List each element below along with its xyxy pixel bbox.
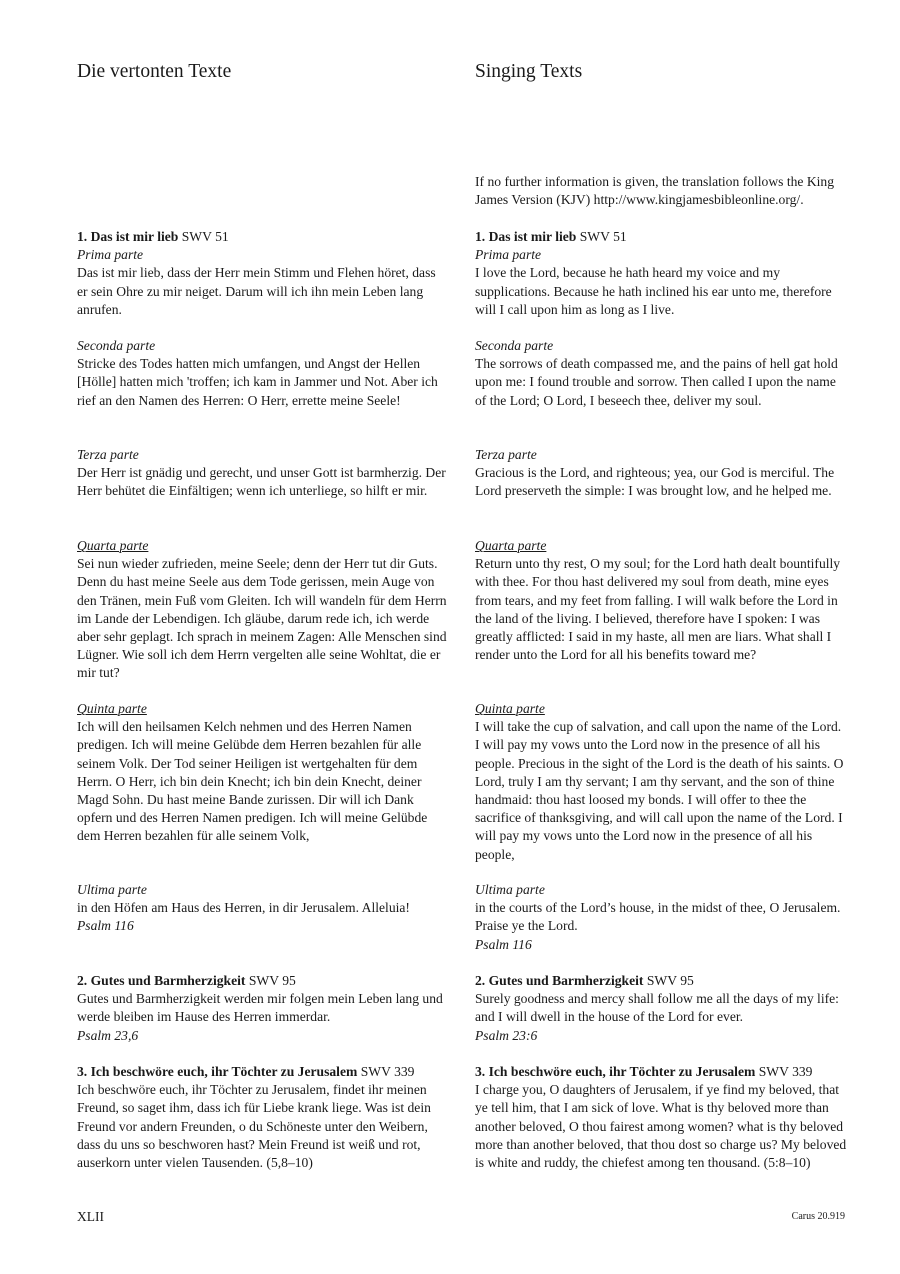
section-title	[77, 228, 449, 246]
swv-number: SWV 51	[181, 229, 229, 244]
part-text-seconda: The sorrows of death compassed me, and the pains of hell gat hold upon me: I found trouble and sorrow. Then called I upon the name of the Lord; O Lord, I beseech thee, deliver my soul.	[475, 356, 838, 408]
scripture-reference: Psalm 23:6	[475, 1027, 538, 1043]
part-text-prima: Das ist mir lieb, dass der Herr mein Stimm und Flehen höret, dass er sein Ohre zu mir neiget. Darum will ich ihn mein Leben lang anrufen.	[77, 265, 436, 317]
section-name: Das ist mir lieb	[488, 229, 577, 244]
section-title	[77, 1063, 449, 1081]
part-text-ultima: in the courts of the Lord’s house, in the midst of thee, O Jerusalem. Praise ye the Lord.	[475, 900, 841, 934]
scripture-reference: Psalm 116	[475, 936, 532, 952]
section-name: Ich beschwöre euch, ihr Töchter zu Jerusalem	[90, 1064, 358, 1079]
part-text-quarta: Sei nun wieder zufrieden, meine Seele; denn der Herr tut dir Guts. Denn du hast meine Seele aus dem Tode gerissen, mein Auge von den Tränen, mein Fuß vom Gleiten. Ich will wandeln für dem Herrn im Lande der Lebendigen. Ich gläube, darum rede ich, ich werde aber sehr geplagt. Ich sprach in meinem Zagen: Alle Menschen sind Lügner. Wie soll ich dem Herrn vergelten alle seine Wohltat, die er mir tut?	[77, 556, 447, 681]
part-text-terza: Der Herr ist gnädig und gerecht, und unser Gott ist barmherzig. Der Herr behütet die Einfältigen; wenn ich unterliege, so hilft er mir.	[77, 465, 446, 499]
page-number: XLII	[77, 1209, 104, 1224]
section-text: Ich beschwöre euch, ihr Töchter zu Jerusalem, findet ihr meinen Freund, so saget ihm, dass ich für Liebe krank liege. Was ist dein Freund vor andern Freunden, o du Schöneste unter den Weibern, dass du uns so beschworen hast? Mein Freund ist weiß und rot, auserkorn unter vielen Tausenden. (5,8–10)	[77, 1082, 431, 1171]
part-label-terza: Terza parte	[475, 447, 537, 462]
right-section-2	[475, 972, 847, 1045]
part-label-seconda: Seconda parte	[77, 338, 156, 353]
translation-note: If no further information is given, the translation follows the King James Version (KJV) http://www.kingjamesbibleonline.org/.	[475, 174, 835, 208]
part-text-ultima: in den Höfen am Haus des Herren, in dir Jerusalem. Alleluia!	[77, 900, 410, 916]
section-name: Das ist mir lieb	[90, 229, 179, 244]
part-text-quinta: I will take the cup of salvation, and call upon the name of the Lord. I will pay my vows unto the Lord now in the presence of all his people. Precious in the sight of the Lord is the death of his saints. O Lord, truly I am thy servant; I am thy servant, and the son of thine handmaid: thou hast loosed my bonds. I will offer to thee the sacrifice of thanksgiving, and will call upon the name of the Lord. I will pay my vows unto the Lord now in the presence of all his people,	[475, 719, 844, 862]
section-text: Gutes und Barmherzigkeit werden mir folgen mein Leben lang und werde bleiben im Hause des Herren immerdar.	[77, 991, 443, 1025]
section-title	[475, 228, 847, 246]
section-title	[475, 972, 847, 990]
left-quinta	[77, 700, 449, 846]
right-seconda	[475, 337, 847, 410]
swv-number: SWV 95	[646, 973, 694, 988]
part-label-terza: Terza parte	[77, 447, 139, 462]
section-number: 2.	[475, 973, 486, 988]
part-label-quinta: Quinta parte	[475, 701, 545, 716]
section-number: 2.	[77, 973, 88, 988]
part-text-seconda: Stricke des Todes hatten mich umfangen, und Angst der Hellen [Hölle] hatten mich 'troffen; ich kam in Jammer und Not. Aber ich rief an den Namen des Herren: O Herr, errette meine Seele!	[77, 356, 438, 408]
left-section-1	[77, 228, 449, 319]
left-seconda	[77, 337, 449, 410]
section-number: 1.	[77, 229, 88, 244]
part-label-prima: Prima parte	[475, 247, 542, 263]
part-label-prima: Prima parte	[77, 247, 144, 263]
right-section-3	[475, 1063, 847, 1172]
section-name: Ich beschwöre euch, ihr Töchter zu Jerusalem	[488, 1064, 756, 1079]
left-quarta	[77, 537, 449, 683]
right-quinta	[475, 700, 847, 864]
right-ultima	[475, 881, 847, 954]
section-text: Surely goodness and mercy shall follow me all the days of my life: and I will dwell in the house of the Lord for ever.	[475, 991, 839, 1025]
part-label-seconda: Seconda parte	[475, 338, 554, 353]
part-label-quinta: Quinta parte	[77, 701, 147, 716]
right-terza	[475, 446, 847, 501]
section-number: 1.	[475, 229, 486, 244]
right-section-1	[475, 228, 847, 319]
section-number: 3.	[475, 1064, 486, 1079]
scripture-reference: Psalm 23,6	[77, 1027, 139, 1043]
left-page-title: Die vertonten Texte	[77, 61, 232, 82]
swv-number: SWV 339	[360, 1064, 415, 1079]
section-title	[475, 1063, 847, 1081]
right-quarta	[475, 537, 847, 664]
part-text-quarta: Return unto thy rest, O my soul; for the Lord hath dealt bountifully with thee. For thou hast delivered my soul from death, mine eyes from tears, and my feet from falling. I will walk before the Lord in the land of the living. I believed, therefore have I spoken: I was greatly afflicted: I said in my haste, all men are liars. What shall I render unto the Lord for all his benefits toward me?	[475, 556, 841, 663]
swv-number: SWV 339	[758, 1064, 813, 1079]
left-section-3	[77, 1063, 449, 1172]
scripture-reference: Psalm 116	[77, 918, 134, 934]
swv-number: SWV 95	[248, 973, 296, 988]
part-label-ultima: Ultima parte	[77, 882, 147, 897]
left-terza	[77, 446, 449, 501]
part-text-prima: I love the Lord, because he hath heard my voice and my supplications. Because he hath inclined his ear unto me, therefore will I call upon him as long as I live.	[475, 265, 832, 317]
section-name: Gutes und Barmherzigkeit	[488, 973, 644, 988]
section-text: I charge you, O daughters of Jerusalem, if ye find my beloved, that ye tell him, that I am sick of love. What is thy beloved more than another beloved, O thou fairest among women? what is thy beloved more than another beloved, that thou dost so charge us? My beloved is white and ruddy, the chiefest among ten thousand. (5:8–10)	[475, 1082, 847, 1171]
part-label-quarta: Quarta parte	[77, 538, 149, 553]
part-label-quarta: Quarta parte	[475, 538, 547, 553]
section-name: Gutes und Barmherzigkeit	[90, 973, 246, 988]
section-title	[77, 972, 449, 990]
left-ultima	[77, 881, 449, 936]
part-text-terza: Gracious is the Lord, and righteous; yea, our God is merciful. The Lord preserveth the simple: I was brought low, and he helped me.	[475, 465, 835, 499]
part-text-quinta: Ich will den heilsamen Kelch nehmen und des Herren Namen predigen. Ich will meine Gelübde dem Herren bezahlen für alle seinem Volk. Der Tod seiner Heiligen ist wertgehalten für dem Herrn. O Herr, ich bin dein Knecht; ich bin dein Knecht, deiner Magd Sohn. Du hast meine Bande zurissen. Dir will ich Dank opfern und des Herren Namen predigen. Ich will meine Gelübde dem Herren bezahlen für alle seinem Volk,	[77, 719, 428, 844]
right-page-title: Singing Texts	[475, 61, 583, 82]
part-label-ultima: Ultima parte	[475, 882, 545, 897]
section-number: 3.	[77, 1064, 88, 1079]
swv-number: SWV 51	[579, 229, 627, 244]
left-section-2	[77, 972, 449, 1045]
publisher-catalog-number: Carus 20.919	[791, 1211, 845, 1222]
